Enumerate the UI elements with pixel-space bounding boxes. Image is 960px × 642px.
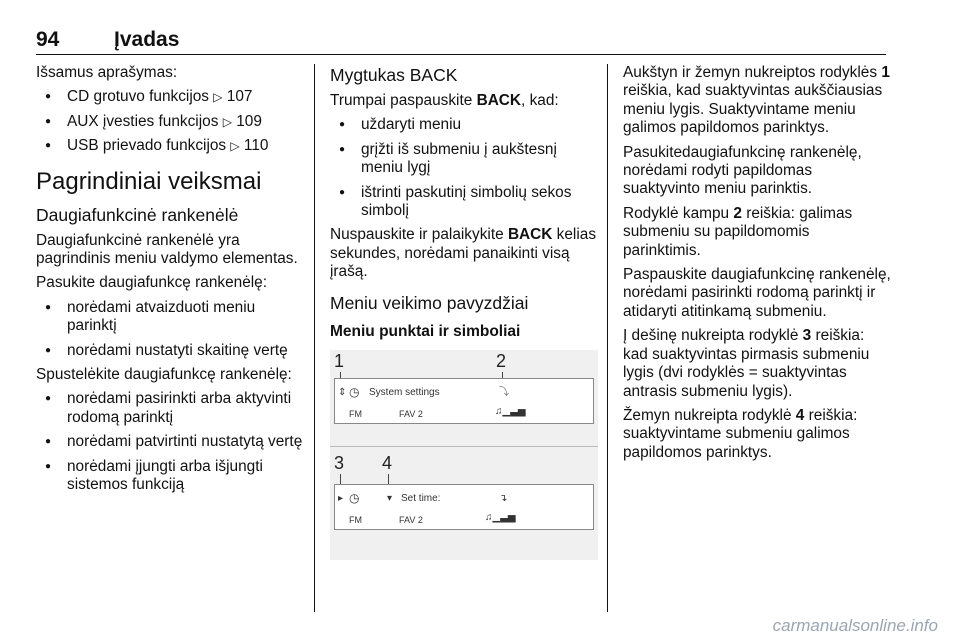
heading-basic-operations: Pagrindiniai veiksmai (36, 167, 262, 195)
clock-icon: ◷ (349, 490, 360, 505)
list-item: ● norėdami patvirtinti nustatytą vertę (36, 433, 304, 451)
reference-list (36, 88, 304, 155)
list-item: ● CD grotuvo funkcijos ▷ 107 (36, 88, 304, 106)
press-list (36, 390, 304, 494)
paragraph: Nuspauskite ir palaikykite BACK kelias sekundes, norėdami panaikinti visą įrašą. (330, 226, 597, 281)
back-list (330, 116, 598, 220)
display-system-settings (334, 378, 594, 424)
screen-title: Set time: (401, 492, 441, 504)
paragraph: Trumpai paspauskite BACK, kad: (330, 92, 559, 109)
arrow-ref-icon: ▷ (230, 139, 240, 154)
list-item: ● uždaryti meniu (330, 116, 598, 134)
list-item: ● norėdami nustatyti skaitinę vertę (36, 342, 304, 360)
column-2 (330, 64, 598, 560)
list-item: ● AUX įvesties funkcijos ▷ 109 (36, 113, 304, 131)
heading-menu-items-symbols: Meniu punktai ir simboliai (330, 322, 521, 340)
list-item: ● ištrinti paskutinį simbolių sekos simbolį (330, 184, 598, 221)
arrow-ref-icon: ▷ (222, 114, 232, 129)
list-item: ● norėdami pasirinkti arba aktyvinti rodomą parinktį (36, 390, 304, 427)
paragraph: Paspauskite daugiafunkcinę rankenėlę, norėdami pasirinkti rodomą parinktį ir atidaryti atitinkamą submeniu. (623, 266, 891, 320)
screen-title: System settings (369, 386, 440, 398)
signal-icon: ♫▁▃▅ (495, 405, 526, 417)
submenu-arrow-icon: ⤵ (499, 386, 509, 398)
heading-back-button: Mygtukas BACK (330, 65, 458, 85)
list-item: ● norėdami atvaizduoti meniu parinktį (36, 299, 304, 336)
submenu-arrow-icon: ↴ (499, 492, 508, 504)
header-rule (36, 54, 886, 55)
up-down-arrow-icon: ⇕ (338, 386, 347, 398)
menu-figure (330, 350, 598, 560)
arrow-ref-icon: ▷ (213, 90, 223, 105)
page-ref-link[interactable]: 109 (236, 112, 262, 130)
band-label: FM (349, 408, 362, 419)
clock-icon: ◷ (349, 384, 360, 399)
paragraph: Aukštyn ir žemyn nukreiptos rodyklės 1 reiškia, kad suaktyvintas aukščiausias meniu lygis. Suaktyvintame meniu galimos papildomos parinktys. (623, 64, 890, 137)
paragraph: Pasukite daugiafunkcę rankenėlę: (36, 274, 268, 292)
callout-1: 1 (334, 350, 345, 371)
section-title: Įvadas (114, 28, 180, 51)
paragraph: Spustelėkite daugiafunkcę rankenėlę: (36, 366, 292, 384)
figure-divider (330, 446, 598, 447)
column-1 (36, 64, 304, 501)
paragraph: Rodyklė kampu 2 reiškia: galimas submeniu su papildomomis parinktimis. (623, 204, 853, 259)
intro-text: Išsamus aprašymas: (36, 64, 178, 81)
paragraph: Daugiafunkcinė rankenėlė yra pagrindinis meniu valdymo elementas. (36, 231, 298, 268)
paragraph: Žemyn nukreipta rodyklė 4 reiškia: suaktyvintame submeniu galimos papildomos parinktys. (623, 406, 858, 461)
heading-menu-examples: Meniu veikimo pavyzdžiai (330, 292, 529, 313)
callout-3: 3 (334, 452, 345, 473)
callout-4: 4 (382, 452, 393, 473)
column-divider (607, 64, 608, 612)
watermark: carmanualsonline.info (772, 616, 938, 635)
down-arrow-icon: ▾ (387, 492, 393, 504)
display-set-time (334, 484, 594, 530)
band-label: FM (349, 514, 362, 525)
list-item: ● USB prievado funkcijos ▷ 110 (36, 137, 304, 155)
right-arrow-icon: ▸ (338, 492, 344, 504)
heading-multifunction-knob: Daugiafunkcinė rankenėlė (36, 204, 239, 225)
list-item: ● grįžti iš submeniu į aukštesnį meniu lygį (330, 141, 598, 178)
column-divider (314, 64, 315, 612)
column-3 (623, 64, 891, 468)
preset-label: FAV 2 (399, 408, 423, 419)
page-ref-link[interactable]: 110 (243, 137, 269, 155)
paragraph: Pasukitedaugiafunkcinę rankenėlę, norėdami rodyti papildomas suaktyvinto meniu parinktis. (623, 143, 862, 198)
preset-label: FAV 2 (399, 514, 423, 525)
callout-2: 2 (496, 350, 507, 371)
paragraph: Į dešinę nukreipta rodyklė 3 reiškia: kad suaktyvintas pirmasis submeniu lygis (dvi rodyklės = suaktyvintas antrasis submeniu lygis). (623, 327, 870, 400)
turn-list (36, 299, 304, 360)
list-item: ● norėdami įjungti arba išjungti sistemos funkciją (36, 458, 304, 495)
page-ref-link[interactable]: 107 (226, 88, 253, 106)
signal-icon: ♫▁▃▅ (485, 511, 516, 523)
page-number: 94 (36, 28, 60, 51)
